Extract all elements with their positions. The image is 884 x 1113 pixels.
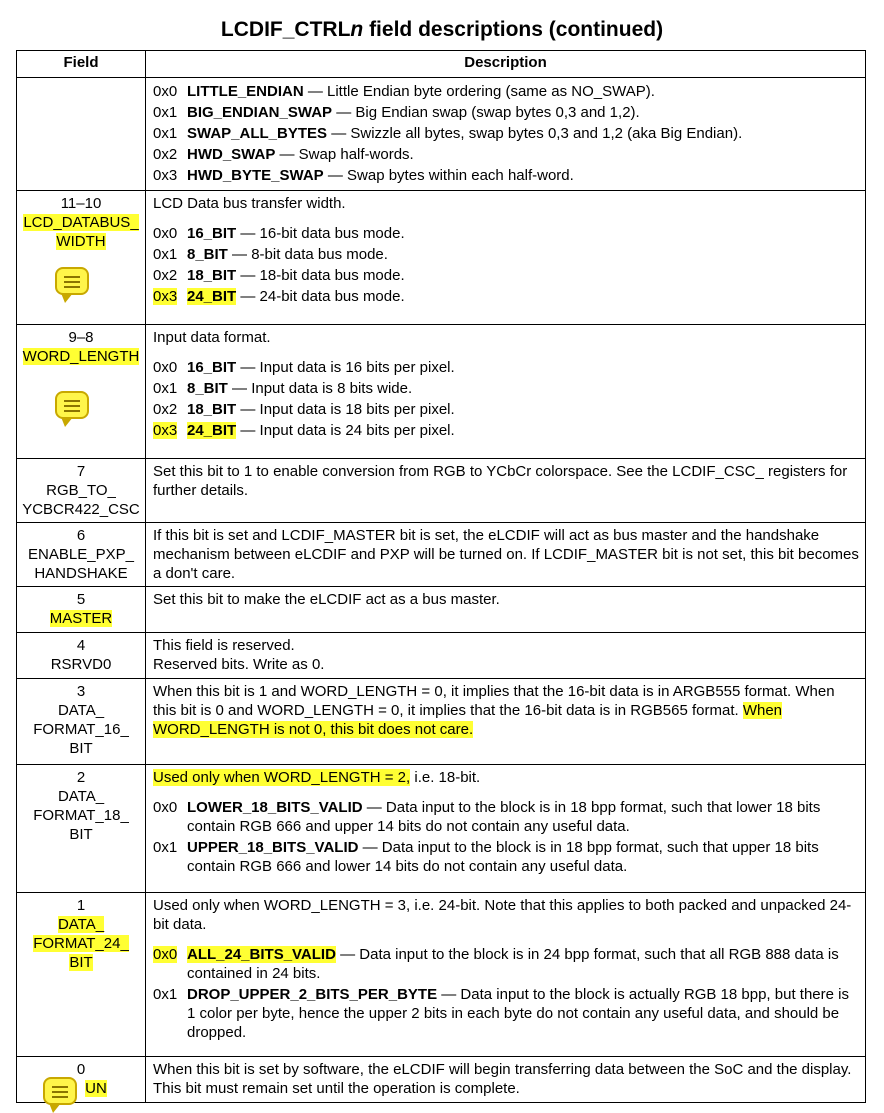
description-cell: Used only when WORD_LENGTH = 3, i.e. 24-bit. Note that this applies to both packed and unpacked 24-bit data. 0x0 ALL_24_BITS_VALID — Data input to the block is in 24 bpp format, such that all RGB 888 data is contained in 24 bits. 0x1 DROP_UPPER_2_BITS_PER_BYTE — Data input to the block is actually RGB 18 bpp, but there is 1 color per byte, hence the upper 2 bits in each byte do not contain any useful data, and should be dropped. — [146, 893, 866, 1057]
enum-option: 0x0 ALL_24_BITS_VALID — Data input to the block is in 24 bpp format, such that all RGB 888 data is contained in 24 bits. — [153, 946, 839, 982]
enum-option: 0x0 16_BIT — Input data is 16 bits per pixel. — [153, 359, 455, 376]
field-cell: 7 RGB_TO_ YCBCR422_CSC — [17, 459, 146, 523]
enum-option: 0x0 LITTLE_ENDIAN — Little Endian byte ordering (same as NO_SWAP). — [153, 83, 655, 100]
field-cell — [17, 78, 146, 191]
table-row — [17, 78, 866, 191]
field-cell: 4 RSRVD0 — [17, 633, 146, 679]
field-cell: 1 DATA_ FORMAT_24_ BIT — [17, 893, 146, 1057]
description-cell: This field is reserved. Reserved bits. Write as 0. — [146, 633, 866, 679]
field-cell: 6 ENABLE_PXP_ HANDSHAKE — [17, 523, 146, 587]
field-name: DATA_ — [57, 702, 105, 719]
comment-note-icon[interactable] — [43, 1077, 77, 1105]
enum-option: 0x1 DROP_UPPER_2_BITS_PER_BYTE — Data input to the block is actually RGB 18 bpp, but there is 1 color per byte, hence the upper 2 bits in each byte do not contain any useful data, and should be dropped. — [153, 986, 849, 1041]
field-name: LCD_DATABUS_ — [23, 214, 139, 231]
comment-note-icon[interactable] — [55, 391, 89, 419]
enum-option: 0x1 BIG_ENDIAN_SWAP — Big Endian swap (swap bytes 0,3 and 1,2). — [153, 104, 640, 121]
description-cell: If this bit is set and LCDIF_MASTER bit is set, the eLCDIF will act as bus master and the handshake mechanism between eLCDIF and PXP will be turned on. If LCDIF_MASTER bit is not set, this bit becomes a don't care. — [146, 523, 866, 587]
description-cell: Set this bit to make the eLCDIF act as a bus master. — [146, 587, 866, 633]
table-row — [17, 459, 866, 523]
field-name: WORD_LENGTH — [22, 348, 140, 365]
table-row — [17, 587, 866, 633]
field-cell: 11–10 LCD_DATABUS_ WIDTH — [17, 191, 146, 325]
description-cell: Set this bit to 1 to enable conversion from RGB to YCbCr colorspace. See the LCDIF_CSC_ registers for further details. — [146, 459, 866, 523]
field-cell: 3 DATA_ FORMAT_16_ BIT — [17, 679, 146, 765]
enum-option: 0x3 HWD_BYTE_SWAP — Swap bytes within each half-word. — [153, 167, 574, 184]
page-title: LCDIF_CTRLn field descriptions (continued) — [220, 18, 664, 41]
enum-option: 0x1 SWAP_ALL_BYTES — Swizzle all bytes, swap bytes 0,3 and 1,2 (aka Big Endian). — [153, 125, 743, 142]
field-descriptions-table — [16, 50, 866, 1103]
field-column-header: Field — [17, 51, 146, 78]
field-cell: 0 UN — [17, 1057, 146, 1103]
enum-option: 0x1 8_BIT — 8-bit data bus mode. — [153, 246, 388, 263]
description-cell: Input data format. 0x0 16_BIT — Input data is 16 bits per pixel. 0x1 8_BIT — Input data is 8 bits wide. 0x2 18_BIT — Input data is 18 bits per pixel. 0x3 24_BIT — Input data is 24 bits per pixel. — [146, 325, 866, 459]
description-cell: Used only when WORD_LENGTH = 2, i.e. 18-bit. 0x0 LOWER_18_BITS_VALID — Data input to the block is in 18 bpp format, such that lower 18 bits contain RGB 666 and upper 14 bits do not contain any useful data. 0x1 UPPER_18_BITS_VALID — Data input to the block is in 18 bpp format, such that upper 18 bits contain RGB 666 and lower 14 bits do not contain any useful data. — [146, 765, 866, 893]
enum-option: 0x2 HWD_SWAP — Swap half-words. — [153, 146, 414, 163]
enum-option: 0x3 24_BIT — Input data is 24 bits per pixel. — [153, 422, 455, 439]
enum-option: 0x0 16_BIT — 16-bit data bus mode. — [153, 225, 405, 242]
table-row — [17, 893, 866, 1057]
field-name: UN — [85, 1080, 107, 1097]
table-row — [17, 765, 866, 893]
table-row — [17, 679, 866, 765]
table-row — [17, 523, 866, 587]
table-row — [17, 633, 866, 679]
description-cell: When this bit is set by software, the eLCDIF will begin transferring data between the SoC and the display. This bit must remain set until the operation is complete. — [146, 1057, 866, 1103]
description-cell — [146, 78, 866, 191]
field-name: MASTER — [49, 610, 113, 627]
field-name: ENABLE_PXP_ — [28, 546, 134, 563]
table-row — [17, 1057, 866, 1103]
enum-option: 0x1 UPPER_18_BITS_VALID — Data input to the block is in 18 bpp format, such that upper 18 bits contain RGB 666 and lower 14 bits do not contain any useful data. — [153, 839, 819, 875]
enum-option: 0x2 18_BIT — Input data is 18 bits per pixel. — [153, 401, 455, 418]
field-cell: 2 DATA_ FORMAT_18_ BIT — [17, 765, 146, 893]
description-cell: LCD Data bus transfer width. 0x0 16_BIT — 16-bit data bus mode. 0x1 8_BIT — 8-bit data bus mode. 0x2 18_BIT — 18-bit data bus mode. 0x3 24_BIT — 24-bit data bus mode. — [146, 191, 866, 325]
enum-option: 0x2 18_BIT — 18-bit data bus mode. — [153, 267, 405, 284]
field-name: DATA_ — [57, 788, 105, 805]
description-column-header: Description — [146, 51, 866, 78]
description-cell: When this bit is 1 and WORD_LENGTH = 0, it implies that the 16-bit data is in ARGB555 format. When this bit is 0 and WORD_LENGTH = 0, it implies that the 16-bit data is in RGB565 format. When WORD_LENGTH is not 0, this bit does not care. — [146, 679, 866, 765]
table-header-row — [17, 51, 866, 78]
field-cell: 5 MASTER — [17, 587, 146, 633]
field-name: RSRVD0 — [50, 656, 112, 673]
enum-option: 0x1 8_BIT — Input data is 8 bits wide. — [153, 380, 413, 397]
field-cell: 9–8 WORD_LENGTH — [17, 325, 146, 459]
comment-note-icon[interactable] — [55, 267, 89, 295]
table-row — [17, 191, 866, 325]
table-row — [17, 325, 866, 459]
enum-option: 0x0 LOWER_18_BITS_VALID — Data input to the block is in 18 bpp format, such that lower 18 bits contain RGB 666 and upper 14 bits do not contain any useful data. — [153, 799, 821, 835]
enum-option: 0x3 24_BIT — 24-bit data bus mode. — [153, 288, 405, 305]
field-name: RGB_TO_ — [46, 482, 116, 499]
field-name: DATA_ — [57, 916, 105, 933]
